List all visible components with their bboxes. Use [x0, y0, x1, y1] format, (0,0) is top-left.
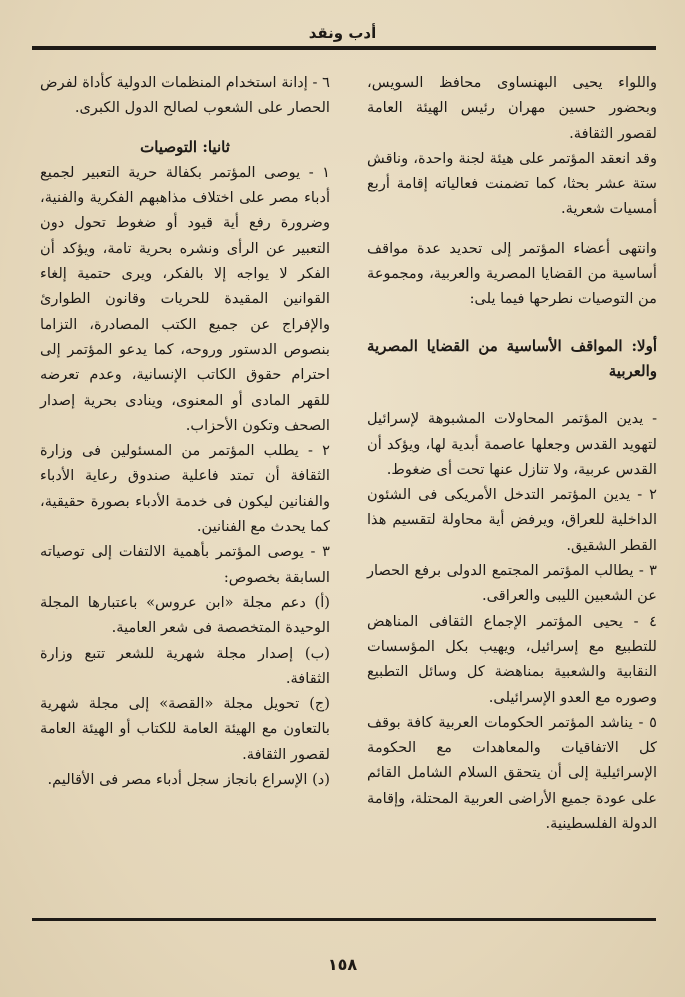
list-item: ٤ - يحيى المؤتمر الإجماع الثقافى المناهض للتطبيع مع إسرائيل، ويهيب بكل المؤسسات النقابية والشعبية بمناهضة كل وسائل التطبيع وصوره مع العدو الإسرائيلى.: [367, 612, 657, 706]
header-rule: [32, 46, 656, 50]
heading-positions: أولا: المواقف الأساسية من القضايا المصرية والعربية: [367, 336, 657, 380]
recommendation-item: ١ - يوصى المؤتمر بكفالة حرية التعبير لجميع أدباء مصر على اختلاف مذاهبهم الفكرية والفنية، وضرورة رفع أية قيود أو ضغوط تحول دون التعبير عن الرأى ونشره بحرية تامة، ويؤكد أن الفكر لا يواجه إلا بالفكر، ويرى حتمية إلغاء القوانين المقيدة للحريات وقانون الطوارئ والإفراج عن جميع الكتب المصادرة، التزاما بنصوص الدستور وروحه، كما يدعو المؤتمر إلى احترام حقوق الكاتب الإنسانية، وعدم تعرضه للقهر المادى أو المعنوى، وينادى بحرية إصدار الصحف وتكون الأحزاب.: [40, 163, 330, 434]
right-column: [367, 70, 657, 836]
paragraph-conclusions: وانتهى أعضاء المؤتمر إلى تحديد عدة مواقف أساسية من القضايا المصرية والعربية، ومجموعة من التوصيات نطرحها فيما يلى:: [367, 239, 657, 308]
spacer: [367, 222, 657, 236]
heading-recommendations: ثانيا: التوصيات: [140, 137, 230, 156]
list-item: ٣ - يطالب المؤتمر المجتمع الدولى برفع الحصار عن الشعبين الليبى والعراقى.: [367, 562, 657, 605]
section-title: أدب ونقد: [308, 24, 377, 42]
sub-item: (د) الإسراع بانجاز سجل أدباء مصر فى الأقاليم.: [47, 771, 330, 789]
sub-item: (ب) إصدار مجلة شهرية للشعر تتبع وزارة الثقافة.: [40, 644, 330, 687]
paragraph-attendance: واللواء يحيى البهنساوى محافظ السويس، وبحضور حسين مهران رئيس الهيئة العامة لقصور الثقافة.: [367, 74, 657, 142]
list-item: ٥ - يناشد المؤتمر الحكومات العربية كافة بوقف كل الاتفاقيات والمعاهدات مع الحكومة الإسرائيلية إلى أن يتحقق السلام الشامل القائم على عودة جميع الأراضى العربية المحتلة، وإقامة الدولة الفلسطينية.: [367, 713, 657, 833]
spacer: [40, 121, 330, 135]
sub-item: (ج) تحويل مجلة «القصة» إلى مجلة شهرية بالتعاون مع الهيئة العامة للكتاب أو الهيئة العامة لقصور الثقافة.: [40, 695, 330, 763]
spacer: [367, 384, 657, 406]
recommendation-item: ٢ - يطلب المؤتمر من المسئولين فى وزارة الثقافة أن تمتد فاعلية صندوق رعاية الأدباء والفنانين ليكون فى خدمة الأدباء بصورة حقيقية، كما يحدث مع الفنانين.: [40, 442, 330, 536]
list-item: ٦ - إدانة استخدام المنظمات الدولية كأداة لفرض الحصار على الشعوب لصالح الدول الكبرى.: [40, 74, 330, 117]
sub-item: (أ) دعم مجلة «ابن عروس» باعتبارها المجلة الوحيدة المتخصصة فى شعر العامية.: [40, 593, 330, 637]
list-item: - يدين المؤتمر المحاولات المشبوهة لإسرائيل لتهويد القدس وجعلها عاصمة أبدية لها، ويؤكد أن القدس عربية، ولا تنازل عنها تحت أى ضغوط.: [367, 410, 657, 478]
left-column: [40, 70, 330, 792]
paragraph-sessions: وقد انعقد المؤتمر على هيئة لجنة واحدة، وناقش ستة عشر بحثا، كما تضمنت فعالياته إقامة أربع أمسيات شعرية.: [367, 149, 657, 218]
page-number: ١٥٨: [327, 955, 358, 974]
list-item: ٢ - يدين المؤتمر التدخل الأمريكى فى الشئون الداخلية للعراق، ويرفض أية محاولة لتقسيم هذا القطر الشقيق.: [367, 486, 657, 554]
recommendation-item: ٣ - يوصى المؤتمر بأهمية الالتفات إلى توصياته السابقة بخصوص:: [40, 543, 330, 586]
spacer: [367, 312, 657, 334]
footer-rule: [32, 918, 656, 921]
